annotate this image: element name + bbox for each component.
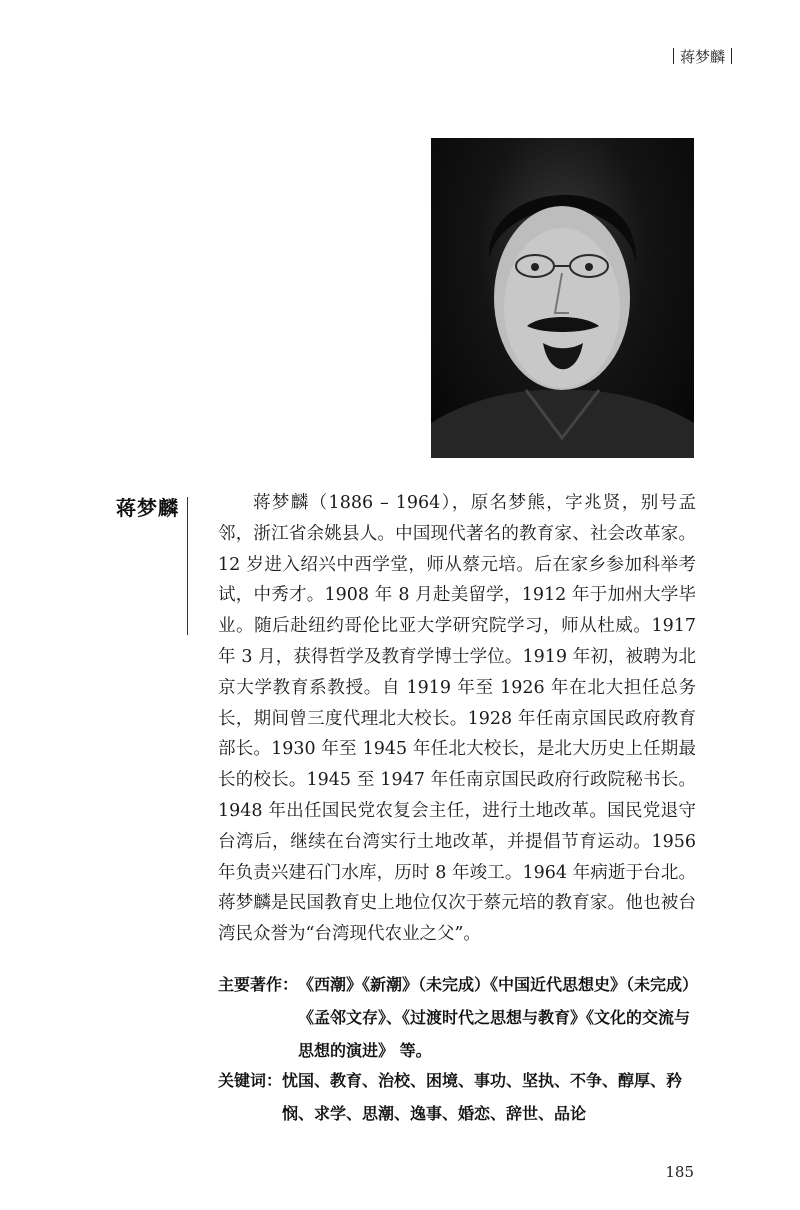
running-head [667,46,738,67]
heading-side-rule [187,497,188,635]
running-head-text: 蒋梦麟 [679,48,725,66]
keywords-label: 关键词： [218,1071,283,1090]
portrait-drawing [431,138,694,458]
portrait-photo [431,138,694,458]
keywords-list: 忧国、教育、治校、困境、事功、坚执、不争、醇厚、矜悯、求学、思潮、逸事、婚恋、辞世、品论 [282,1071,683,1123]
running-head-rule-right [731,48,732,64]
major-works-label: 主要著作： [218,975,299,994]
major-works-list: 《西潮》《新潮》（未完成）《中国近代思想史》（未完成）《孟邻文存》、《过渡时代之思想与教育》《文化的交流与思想的演进》 等。 [298,975,691,1060]
biography-paragraph: 蒋梦麟（1886 – 1964），原名梦熊，字兆贤，别号孟邻，浙江省余姚县人。中国现代著名的教育家、社会改革家。12 岁进入绍兴中西学堂，师从蔡元培。后在家乡参加科举考试，中秀才。1908 年 8 月赴美留学，1912 年于加州大学毕业。随后赴纽约哥伦比亚大学研究院学习，师从杜威。1917 年 3 月，获得哲学及教育学博士学位。1919 年初，被聘为北京大学教育系教授。自 1919 年至 1926 年在北大担任总务长，期间曾三度代理北大校长。1928 年任南京国民政府教育部长。1930 年至 1945 年任北大校长，是北大历史上任期最长的校长。1945 至 1947 年任南京国民政府行政院秘书长。1948 年出任国民党农复会主任，进行土地改革。国民党退守台湾后，继续在台湾实行土地改革，并提倡节育运动。1956 年负责兴建石门水库，历时 8 年竣工。1964 年病逝于台北。蒋梦麟是民国教育史上地位仅次于蔡元培的教育家。他也被台湾民众誉为“台湾现代农业之父”。 [218,493,696,945]
person-name-heading: 蒋梦麟 [116,496,179,520]
page-number: 185 [665,1163,694,1181]
running-head-rule-left [673,48,674,64]
major-works [218,968,696,1067]
keywords [218,1064,696,1130]
